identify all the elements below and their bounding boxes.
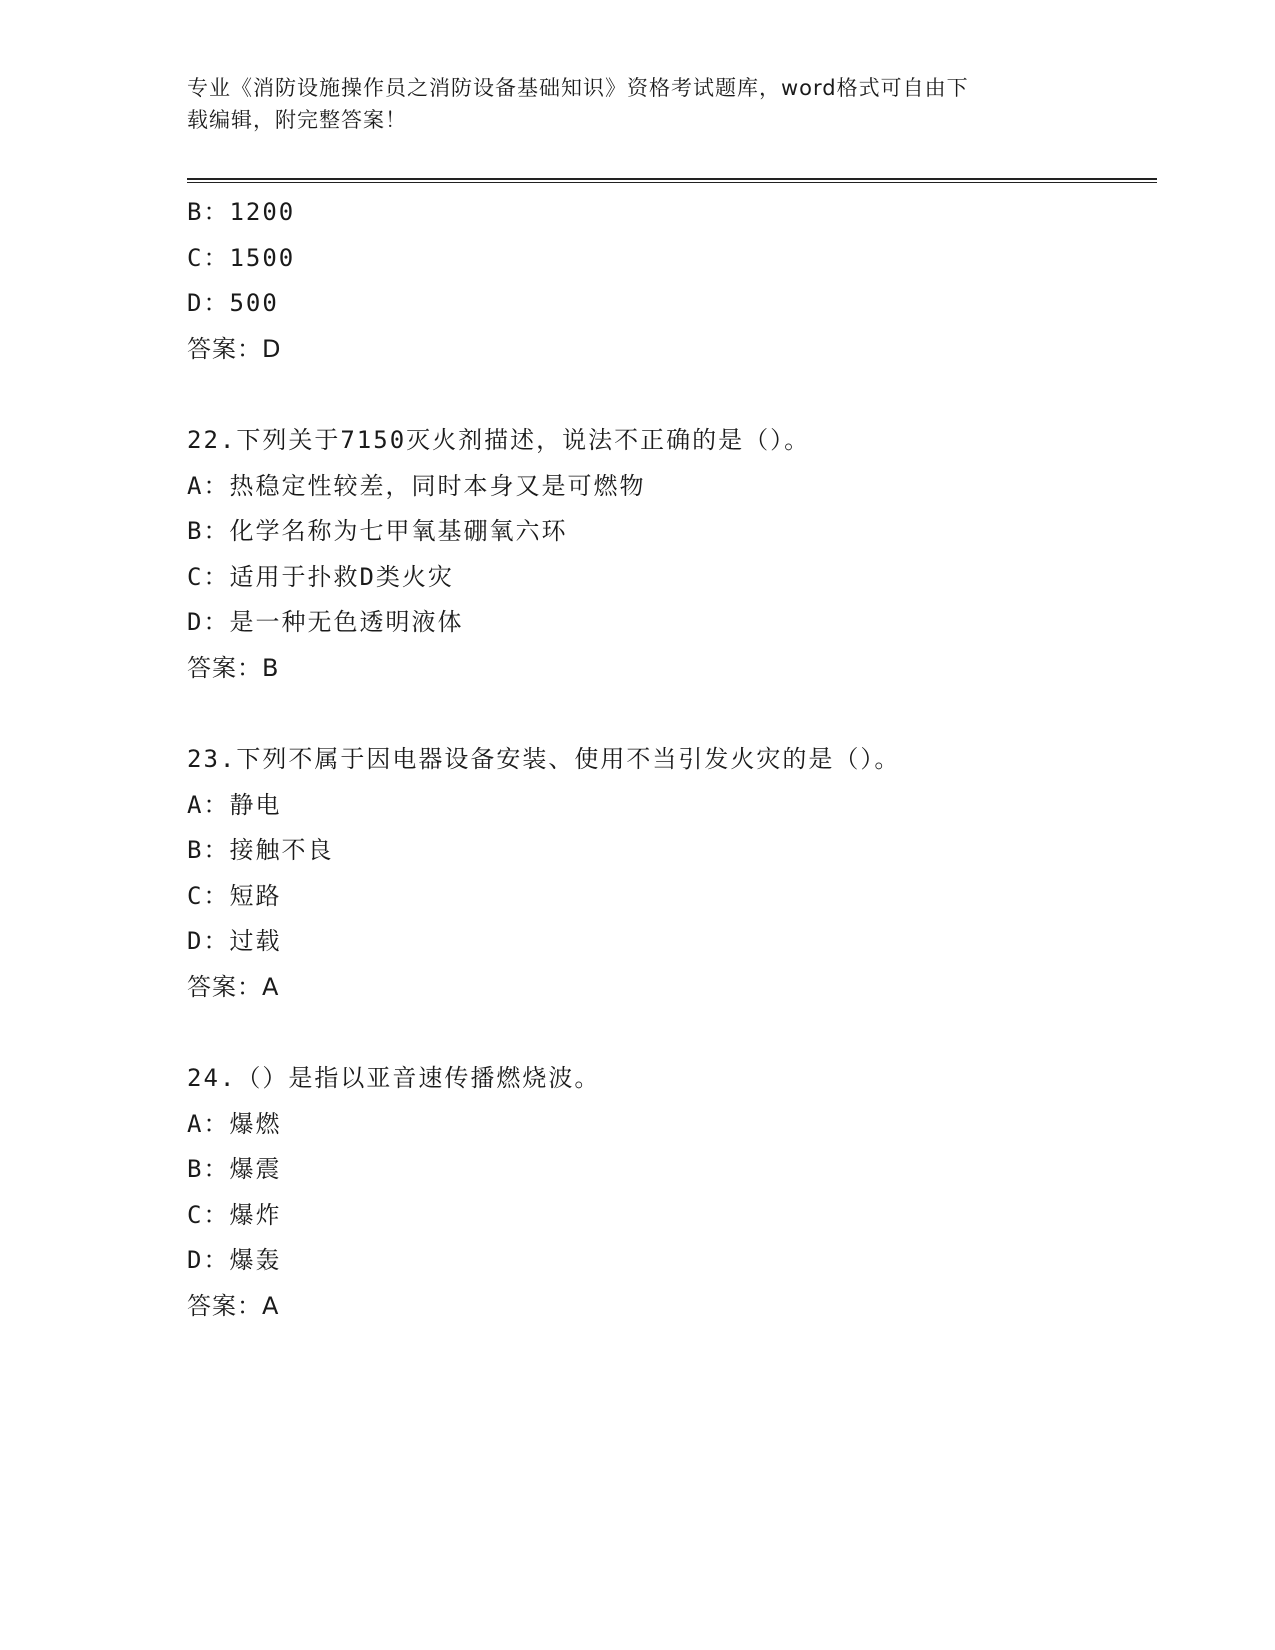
spacer — [187, 372, 1157, 418]
option-c: C：适用于扑救D类火灾 — [187, 562, 454, 591]
question-23 — [187, 737, 1157, 1010]
option-a: A：静电 — [187, 790, 282, 819]
option-d: D：爆轰 — [187, 1246, 282, 1274]
question-22 — [187, 418, 1157, 691]
option-a: A：爆燃 — [187, 1109, 282, 1138]
question-stem: 23.下列不属于因电器设备安装、使用不当引发火灾的是（）。 — [187, 745, 901, 773]
option-d: D：过载 — [187, 927, 282, 955]
option-a: A：热稳定性较差，同时本身又是可燃物 — [187, 471, 646, 500]
option-b: B：化学名称为七甲氧基硼氧六环 — [187, 517, 568, 545]
spacer — [187, 691, 1157, 737]
answer-line: 答案：D — [187, 334, 282, 363]
answer-line: 答案：A — [187, 1291, 280, 1320]
question-list — [187, 190, 1157, 1329]
answer-line: 答案：B — [187, 653, 280, 682]
option-b: B：1200 — [187, 198, 296, 226]
option-c: C：1500 — [187, 243, 296, 272]
header-title-line-1: 专业《消防设施操作员之消防设备基础知识》资格考试题库，word格式可自由下 — [187, 76, 969, 100]
option-b: B：爆震 — [187, 1155, 282, 1183]
option-d: D：是一种无色透明液体 — [187, 608, 464, 636]
question-21-continued — [187, 190, 1157, 372]
document-header — [187, 72, 1067, 136]
option-c: C：爆炸 — [187, 1200, 282, 1229]
question-24 — [187, 1056, 1157, 1329]
spacer — [187, 1010, 1157, 1056]
option-c: C：短路 — [187, 881, 282, 910]
question-stem: 24.（）是指以亚音速传播燃烧波。 — [187, 1064, 601, 1092]
header-title-line-2: 载编辑，附完整答案！ — [187, 108, 407, 132]
question-stem: 22.下列关于7150灭火剂描述，说法不正确的是（）。 — [187, 426, 811, 454]
header-divider — [187, 178, 1157, 183]
option-b: B：接触不良 — [187, 836, 334, 864]
answer-line: 答案：A — [187, 972, 280, 1001]
option-d: D：500 — [187, 289, 279, 317]
